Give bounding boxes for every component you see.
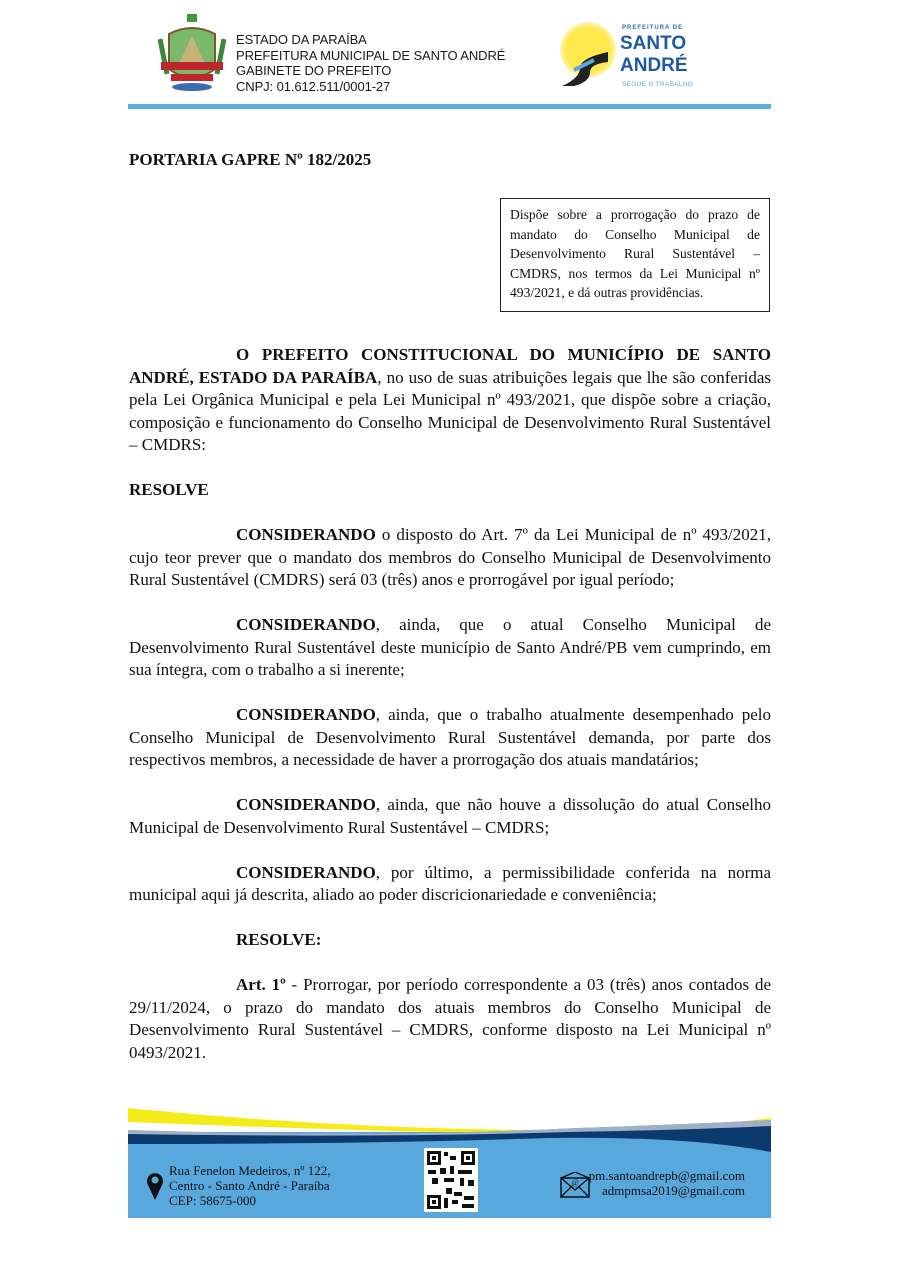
svg-text:@: @ — [571, 1178, 579, 1187]
road-icon — [560, 48, 610, 88]
resolve-heading: RESOLVE — [129, 480, 209, 499]
office-name: GABINETE DO PREFEITO — [236, 63, 392, 78]
header-divider — [128, 104, 771, 109]
email-2[interactable]: admpmsa2019@gmail.com — [601, 1183, 745, 1198]
address-line-1: Rua Fenelon Medeiros, nº 122, — [169, 1163, 331, 1178]
qr-code[interactable] — [424, 1148, 478, 1212]
logo-name-line-2: ANDRÉ — [620, 55, 688, 76]
article-1: Art. 1º - Prorrogar, por período correspondente a 03 (três) anos contados de 29/11/2024, o prazo do mandato dos atuais membros do Conselho Municipal de Desenvolvimento Rural Sustentável – CMDRS, conforme disposto na Lei Municipal nº 0493/2021. — [129, 975, 771, 1062]
cnpj: CNPJ: 01.612.511/0001-27 — [236, 78, 391, 94]
logo-name — [620, 33, 688, 77]
resolve-heading-2: RESOLVE: — [236, 930, 322, 949]
email-1[interactable]: pm.santoandrepb@gmail.com — [588, 1168, 745, 1183]
address-line-2: Centro - Santo André - Paraíba — [169, 1178, 330, 1193]
considerando-1: CONSIDERANDO o disposto do Art. 7º da Lei Municipal de nº 493/2021, cujo teor prever que o mandato dos membros do Conselho Municipal de Desenvolvimento Rural Sustentável (CMDRS) será 03 (três) anos e prorrogável por igual período; — [129, 525, 771, 589]
document-title: PORTARIA GAPRE Nº 182/2025 — [129, 150, 372, 169]
considerando-2: CONSIDERANDO, ainda, que o atual Conselho Municipal de Desenvolvimento Rural Sustentável deste município de Santo André/PB vem cumprindo, em sua íntegra, com o trabalho a si inerente; — [129, 615, 771, 679]
location-pin-icon — [146, 1171, 164, 1201]
footer-banner — [128, 1108, 771, 1218]
address-cep: CEP: 58675-000 — [169, 1193, 257, 1208]
state-name: ESTADO DA PARAÍBA — [236, 32, 367, 47]
considerando-5: CONSIDERANDO, por último, a permissibilidade conferida na norma municipal aqui já descrita, aliado ao poder discricionariedade e conveniência; — [129, 862, 771, 904]
santo-andre-logo — [556, 18, 726, 98]
letterhead-text — [236, 32, 505, 94]
municipal-crest-logo — [157, 14, 227, 92]
municipality-name: PREFEITURA MUNICIPAL DE SANTO ANDRÉ — [236, 47, 506, 63]
logo-name-line-1: SANTO — [620, 33, 687, 54]
logo-top-text: PREFEITURA DE — [622, 25, 684, 31]
considerando-4: CONSIDERANDO, ainda, que não houve a dissolução do atual Conselho Municipal de Desenvolvimento Rural Sustentável – CMDRS; — [129, 795, 771, 837]
ementa-box: Dispõe sobre a prorrogação do prazo de mandato do Conselho Municipal de Desenvolvimento Rural Sustentável – CMDRS, nos termos da Lei Municipal nº 493/2021, e dá outras providências. — [500, 198, 770, 312]
document-body — [129, 344, 771, 1087]
preamble: O PREFEITO CONSTITUCIONAL DO MUNICÍPIO DE SANTO ANDRÉ, ESTADO DA PARAÍBA, no uso de suas atribuições legais que lhe são conferidas pela Lei Orgânica Municipal e pela Lei Municipal nº 493/2021, que dispõe sobre a criação, composição e funcionamento do Conselho Municipal de Desenvolvimento Rural Sustentável – CMDRS: — [129, 345, 771, 454]
footer-emails — [589, 1168, 745, 1198]
footer-address — [169, 1163, 330, 1208]
letterhead — [0, 0, 900, 115]
considerando-3: CONSIDERANDO, ainda, que o trabalho atualmente desempenhado pelo Conselho Municipal de Desenvolvimento Rural Sustentável demanda, por parte dos respectivos membros, a necessidade de haver a prorrogação dos atuais mandatários; — [129, 705, 771, 769]
logo-slogan: SEGUE O TRABALHO — [622, 81, 694, 88]
email-icon — [560, 1172, 590, 1198]
